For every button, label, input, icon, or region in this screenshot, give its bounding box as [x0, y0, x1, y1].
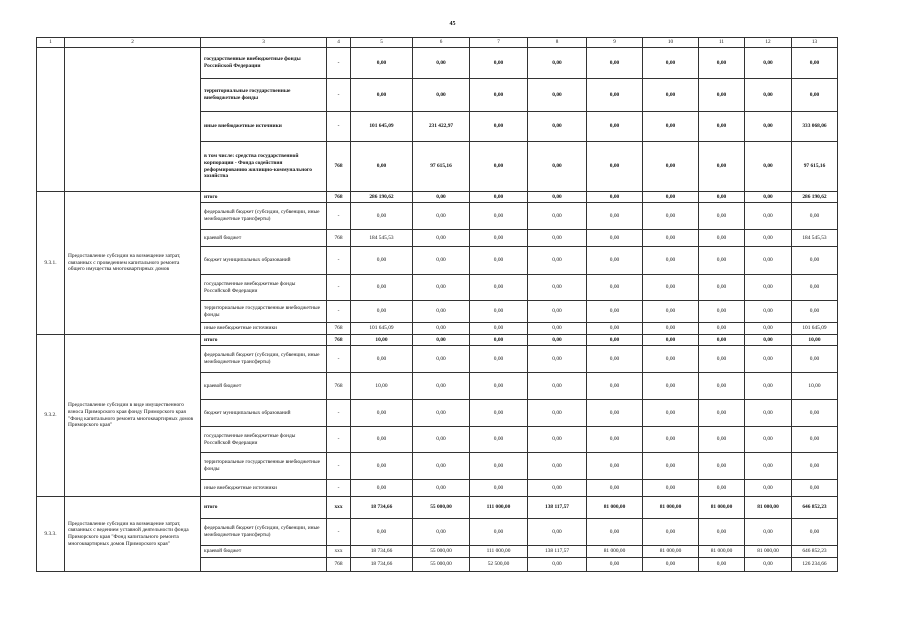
funding-source: федеральный бюджет (субсидии, субвенции, иные межбюджетные трансферты) — [201, 203, 327, 230]
amount-value: 18 734,66 — [351, 558, 413, 572]
amount-value: 81 000,00 — [587, 497, 643, 519]
code-cell: - — [327, 48, 351, 79]
total-value: 0,00 — [792, 48, 838, 79]
total-value: 10,00 — [792, 373, 838, 400]
amount-value: 0,00 — [587, 230, 643, 247]
amount-value: 0,00 — [413, 373, 470, 400]
funding-source — [201, 558, 327, 572]
amount-value: 0,00 — [413, 346, 470, 373]
amount-value: 0,00 — [413, 203, 470, 230]
column-number-header: 7 — [470, 38, 528, 48]
funding-source: государственные внебюджетные фонды Российской Федерации — [201, 275, 327, 301]
total-value: 0,00 — [792, 79, 838, 112]
column-number-header: 8 — [528, 38, 587, 48]
amount-value: 0,00 — [413, 335, 470, 346]
amount-value: 0,00 — [587, 480, 643, 497]
amount-value: 0,00 — [587, 519, 643, 546]
amount-value: 0,00 — [351, 48, 413, 79]
total-value: 0,00 — [792, 400, 838, 427]
amount-value: 0,00 — [699, 112, 745, 142]
table-row — [37, 48, 838, 79]
amount-value: 0,00 — [699, 79, 745, 112]
code-cell: 768 — [327, 558, 351, 572]
amount-value: 55 000,00 — [413, 546, 470, 558]
item-description: Предоставление субсидии на возмещение затрат, связанных с проведением капитального ремонта общего имущества многоквартирных домов — [65, 192, 201, 335]
amount-value: 55 000,00 — [413, 497, 470, 519]
amount-value: 0,00 — [587, 275, 643, 301]
item-index: 9.3.2. — [37, 335, 65, 497]
amount-value: 0,00 — [413, 48, 470, 79]
amount-value: 0,00 — [587, 373, 643, 400]
total-value: 0,00 — [792, 346, 838, 373]
code-cell: 768 — [327, 323, 351, 335]
amount-value: 0,00 — [587, 112, 643, 142]
code-cell: - — [327, 247, 351, 275]
amount-value: 0,00 — [643, 48, 699, 79]
code-cell: - — [327, 203, 351, 230]
amount-value: 0,00 — [351, 79, 413, 112]
funding-source: государственные внебюджетные фонды Российской Федерации — [201, 48, 327, 79]
total-value: 97 615,16 — [792, 142, 838, 192]
amount-value: 0,00 — [413, 192, 470, 203]
amount-value: 0,00 — [643, 427, 699, 453]
amount-value: 0,00 — [470, 192, 528, 203]
amount-value: 0,00 — [745, 373, 792, 400]
amount-value: 0,00 — [413, 480, 470, 497]
amount-value: 0,00 — [745, 346, 792, 373]
amount-value: 0,00 — [587, 203, 643, 230]
page-number: 45 — [449, 21, 456, 27]
amount-value: 0,00 — [470, 335, 528, 346]
total-value: 0,00 — [792, 519, 838, 546]
amount-value: 0,00 — [528, 79, 587, 112]
funding-source: итого — [201, 335, 327, 346]
total-value: 101 645,09 — [792, 323, 838, 335]
total-value: 10,00 — [792, 335, 838, 346]
code-cell: xxx — [327, 546, 351, 558]
amount-value: 0,00 — [351, 400, 413, 427]
column-number-header: 4 — [327, 38, 351, 48]
amount-value: 0,00 — [528, 112, 587, 142]
code-cell: - — [327, 79, 351, 112]
code-cell: 768 — [327, 192, 351, 203]
total-value: 0,00 — [792, 203, 838, 230]
amount-value: 0,00 — [528, 453, 587, 480]
amount-value: 0,00 — [745, 301, 792, 323]
code-cell: - — [327, 400, 351, 427]
amount-value: 0,00 — [587, 79, 643, 112]
item-description: Предоставление субсидии на возмещение затрат, связанных с ведением уставной деятельности фонда Приморского края "Фонд капитального ремонта многоквартирных домов Приморского края" — [65, 497, 201, 572]
amount-value: 0,00 — [587, 142, 643, 192]
amount-value: 0,00 — [745, 427, 792, 453]
amount-value: 0,00 — [528, 519, 587, 546]
amount-value: 0,00 — [643, 323, 699, 335]
amount-value: 0,00 — [587, 558, 643, 572]
amount-value: 0,00 — [587, 323, 643, 335]
amount-value: 0,00 — [745, 48, 792, 79]
amount-value: 0,00 — [351, 275, 413, 301]
amount-value: 286 190,62 — [351, 192, 413, 203]
total-value: 0,00 — [792, 480, 838, 497]
amount-value: 0,00 — [587, 301, 643, 323]
amount-value: 0,00 — [528, 48, 587, 79]
amount-value: 0,00 — [587, 346, 643, 373]
amount-value: 0,00 — [528, 275, 587, 301]
amount-value: 97 615,16 — [413, 142, 470, 192]
amount-value: 0,00 — [528, 230, 587, 247]
total-value: 0,00 — [792, 247, 838, 275]
amount-value: 0,00 — [643, 335, 699, 346]
header-row — [37, 38, 838, 48]
funding-source: краевой бюджет — [201, 373, 327, 400]
amount-value: 0,00 — [643, 301, 699, 323]
funding-source: краевой бюджет — [201, 230, 327, 247]
amount-value: 0,00 — [699, 323, 745, 335]
amount-value: 81 000,00 — [643, 497, 699, 519]
amount-value: 0,00 — [587, 48, 643, 79]
column-number-header: 3 — [201, 38, 327, 48]
amount-value: 0,00 — [745, 142, 792, 192]
amount-value: 81 000,00 — [587, 546, 643, 558]
amount-value: 0,00 — [699, 247, 745, 275]
amount-value: 0,00 — [643, 79, 699, 112]
amount-value: 0,00 — [643, 230, 699, 247]
amount-value: 81 000,00 — [643, 546, 699, 558]
amount-value: 0,00 — [413, 519, 470, 546]
amount-value: 0,00 — [587, 247, 643, 275]
code-cell: 768 — [327, 142, 351, 192]
column-number-header: 11 — [699, 38, 745, 48]
amount-value: 0,00 — [643, 247, 699, 275]
amount-value: 0,00 — [470, 346, 528, 373]
amount-value: 0,00 — [745, 192, 792, 203]
amount-value: 0,00 — [587, 427, 643, 453]
amount-value: 0,00 — [351, 453, 413, 480]
total-value: 0,00 — [792, 301, 838, 323]
amount-value: 0,00 — [699, 192, 745, 203]
amount-value: 0,00 — [745, 323, 792, 335]
amount-value: 138 117,57 — [528, 546, 587, 558]
amount-value: 0,00 — [587, 192, 643, 203]
amount-value: 0,00 — [470, 323, 528, 335]
amount-value: 0,00 — [470, 142, 528, 192]
funding-source: итого — [201, 192, 327, 203]
funding-source: в том числе: средства государственной корпорации - Фонда содействия реформированию жилищно-коммунального хозяйства — [201, 142, 327, 192]
amount-value: 0,00 — [699, 558, 745, 572]
item-index: 9.3.3. — [37, 497, 65, 572]
code-cell: - — [327, 427, 351, 453]
funding-source: федеральный бюджет (субсидии, субвенции, иные межбюджетные трансферты) — [201, 519, 327, 546]
amount-value: 0,00 — [470, 427, 528, 453]
amount-value: 81 000,00 — [745, 546, 792, 558]
column-number-header: 2 — [65, 38, 201, 48]
amount-value: 0,00 — [745, 247, 792, 275]
amount-value: 0,00 — [528, 323, 587, 335]
amount-value: 101 645,09 — [351, 112, 413, 142]
total-value: 0,00 — [792, 427, 838, 453]
budget-table — [36, 37, 838, 572]
amount-value: 0,00 — [643, 480, 699, 497]
amount-value: 111 000,00 — [470, 497, 528, 519]
amount-value: 0,00 — [351, 142, 413, 192]
amount-value: 0,00 — [699, 275, 745, 301]
amount-value: 0,00 — [470, 373, 528, 400]
amount-value: 0,00 — [528, 301, 587, 323]
funding-source: территориальные государственные внебюджетные фонды — [201, 453, 327, 480]
amount-value: 0,00 — [470, 203, 528, 230]
code-cell: 768 — [327, 230, 351, 247]
funding-source: территориальные государственные внебюджетные фонды — [201, 79, 327, 112]
amount-value: 0,00 — [745, 230, 792, 247]
amount-value: 0,00 — [351, 346, 413, 373]
amount-value: 0,00 — [470, 230, 528, 247]
amount-value: 0,00 — [351, 519, 413, 546]
amount-value: 111 000,00 — [470, 546, 528, 558]
amount-value: 0,00 — [413, 323, 470, 335]
amount-value: 0,00 — [528, 427, 587, 453]
amount-value: 0,00 — [699, 453, 745, 480]
amount-value: 0,00 — [699, 519, 745, 546]
amount-value: 0,00 — [528, 203, 587, 230]
amount-value: 0,00 — [528, 192, 587, 203]
amount-value: 18 734,66 — [351, 497, 413, 519]
column-number-header: 9 — [587, 38, 643, 48]
amount-value: 0,00 — [470, 400, 528, 427]
code-cell: - — [327, 346, 351, 373]
amount-value: 0,00 — [745, 519, 792, 546]
table-row — [37, 335, 838, 346]
total-value: 126 234,66 — [792, 558, 838, 572]
funding-source: иные внебюджетные источники — [201, 480, 327, 497]
amount-value: 0,00 — [470, 247, 528, 275]
column-number-header: 1 — [37, 38, 65, 48]
amount-value: 0,00 — [643, 275, 699, 301]
amount-value: 0,00 — [699, 335, 745, 346]
total-value: 0,00 — [792, 453, 838, 480]
amount-value: 0,00 — [745, 400, 792, 427]
amount-value: 0,00 — [351, 480, 413, 497]
amount-value: 0,00 — [470, 112, 528, 142]
code-cell: xxx — [327, 497, 351, 519]
funding-source: иные внебюджетные источники — [201, 323, 327, 335]
total-value: 286 190,62 — [792, 192, 838, 203]
amount-value: 0,00 — [528, 335, 587, 346]
amount-value: 0,00 — [699, 427, 745, 453]
amount-value: 138 117,57 — [528, 497, 587, 519]
amount-value: 0,00 — [470, 453, 528, 480]
column-number-header: 5 — [351, 38, 413, 48]
funding-source: территориальные государственные внебюджетные фонды — [201, 301, 327, 323]
total-value: 646 852,23 — [792, 546, 838, 558]
amount-value: 0,00 — [413, 230, 470, 247]
amount-value: 0,00 — [528, 373, 587, 400]
table-row — [37, 192, 838, 203]
amount-value: 0,00 — [470, 79, 528, 112]
amount-value: 0,00 — [643, 346, 699, 373]
code-cell: - — [327, 301, 351, 323]
funding-source: итого — [201, 497, 327, 519]
amount-value: 0,00 — [643, 142, 699, 192]
total-value: 184 545,53 — [792, 230, 838, 247]
amount-value: 0,00 — [587, 453, 643, 480]
total-value: 646 852,23 — [792, 497, 838, 519]
amount-value: 231 422,97 — [413, 112, 470, 142]
amount-value: 0,00 — [413, 79, 470, 112]
code-cell: - — [327, 275, 351, 301]
amount-value: 0,00 — [643, 453, 699, 480]
amount-value: 0,00 — [528, 142, 587, 192]
amount-value: 0,00 — [470, 480, 528, 497]
amount-value: 0,00 — [413, 247, 470, 275]
amount-value: 0,00 — [528, 247, 587, 275]
amount-value: 0,00 — [699, 142, 745, 192]
amount-value: 0,00 — [528, 400, 587, 427]
amount-value: 0,00 — [745, 203, 792, 230]
amount-value: 0,00 — [699, 373, 745, 400]
funding-source: иные внебюджетные источники — [201, 112, 327, 142]
amount-value: 0,00 — [699, 400, 745, 427]
column-number-header: 6 — [413, 38, 470, 48]
amount-value: 81 000,00 — [699, 546, 745, 558]
column-number-header: 13 — [792, 38, 838, 48]
code-cell: - — [327, 453, 351, 480]
amount-value: 0,00 — [413, 400, 470, 427]
amount-value: 0,00 — [587, 335, 643, 346]
amount-value: 0,00 — [745, 275, 792, 301]
code-cell: - — [327, 519, 351, 546]
amount-value: 184 545,53 — [351, 230, 413, 247]
amount-value: 0,00 — [643, 558, 699, 572]
amount-value: 0,00 — [643, 192, 699, 203]
amount-value: 55 000,00 — [413, 558, 470, 572]
description-cell — [65, 48, 201, 192]
amount-value: 0,00 — [528, 346, 587, 373]
amount-value: 0,00 — [643, 203, 699, 230]
funding-source: федеральный бюджет (субсидии, субвенции, иные межбюджетные трансферты) — [201, 346, 327, 373]
index-cell — [37, 48, 65, 192]
funding-source: краевой бюджет — [201, 546, 327, 558]
amount-value: 0,00 — [351, 301, 413, 323]
table-row — [37, 497, 838, 519]
code-cell: - — [327, 480, 351, 497]
column-number-header: 10 — [643, 38, 699, 48]
total-value: 0,00 — [792, 275, 838, 301]
amount-value: 0,00 — [587, 400, 643, 427]
amount-value: 0,00 — [470, 275, 528, 301]
amount-value: 0,00 — [413, 301, 470, 323]
amount-value: 0,00 — [745, 453, 792, 480]
code-cell: - — [327, 112, 351, 142]
amount-value: 0,00 — [699, 480, 745, 497]
amount-value: 0,00 — [413, 275, 470, 301]
amount-value: 0,00 — [699, 230, 745, 247]
amount-value: 0,00 — [470, 301, 528, 323]
amount-value: 0,00 — [699, 301, 745, 323]
amount-value: 0,00 — [699, 203, 745, 230]
funding-source: государственные внебюджетные фонды Российской Федерации — [201, 427, 327, 453]
amount-value: 18 734,66 — [351, 546, 413, 558]
amount-value: 101 645,09 — [351, 323, 413, 335]
code-cell: 768 — [327, 373, 351, 400]
amount-value: 81 000,00 — [745, 497, 792, 519]
funding-source: бюджет муниципальных образований — [201, 247, 327, 275]
funding-source: бюджет муниципальных образований — [201, 400, 327, 427]
amount-value: 0,00 — [643, 400, 699, 427]
amount-value: 0,00 — [351, 247, 413, 275]
amount-value: 0,00 — [351, 203, 413, 230]
amount-value: 0,00 — [643, 519, 699, 546]
item-index: 9.3.1. — [37, 192, 65, 335]
code-cell: 768 — [327, 335, 351, 346]
amount-value: 0,00 — [745, 480, 792, 497]
amount-value: 52 500,00 — [470, 558, 528, 572]
amount-value: 0,00 — [528, 480, 587, 497]
amount-value: 10,00 — [351, 335, 413, 346]
amount-value: 0,00 — [528, 558, 587, 572]
column-number-header: 12 — [745, 38, 792, 48]
amount-value: 0,00 — [643, 373, 699, 400]
amount-value: 0,00 — [745, 558, 792, 572]
amount-value: 0,00 — [745, 335, 792, 346]
amount-value: 0,00 — [413, 427, 470, 453]
amount-value: 0,00 — [745, 79, 792, 112]
amount-value: 0,00 — [745, 112, 792, 142]
amount-value: 0,00 — [699, 346, 745, 373]
amount-value: 0,00 — [351, 427, 413, 453]
item-description: Предоставление субсидии в виде имущественного взноса Приморского края фонду Приморского края "Фонд капитального ремонта многоквартирных домов Приморского края" — [65, 335, 201, 497]
amount-value: 81 000,00 — [699, 497, 745, 519]
amount-value: 10,00 — [351, 373, 413, 400]
amount-value: 0,00 — [643, 112, 699, 142]
amount-value: 0,00 — [699, 48, 745, 79]
amount-value: 0,00 — [413, 453, 470, 480]
amount-value: 0,00 — [470, 519, 528, 546]
amount-value: 0,00 — [470, 48, 528, 79]
total-value: 333 068,06 — [792, 112, 838, 142]
